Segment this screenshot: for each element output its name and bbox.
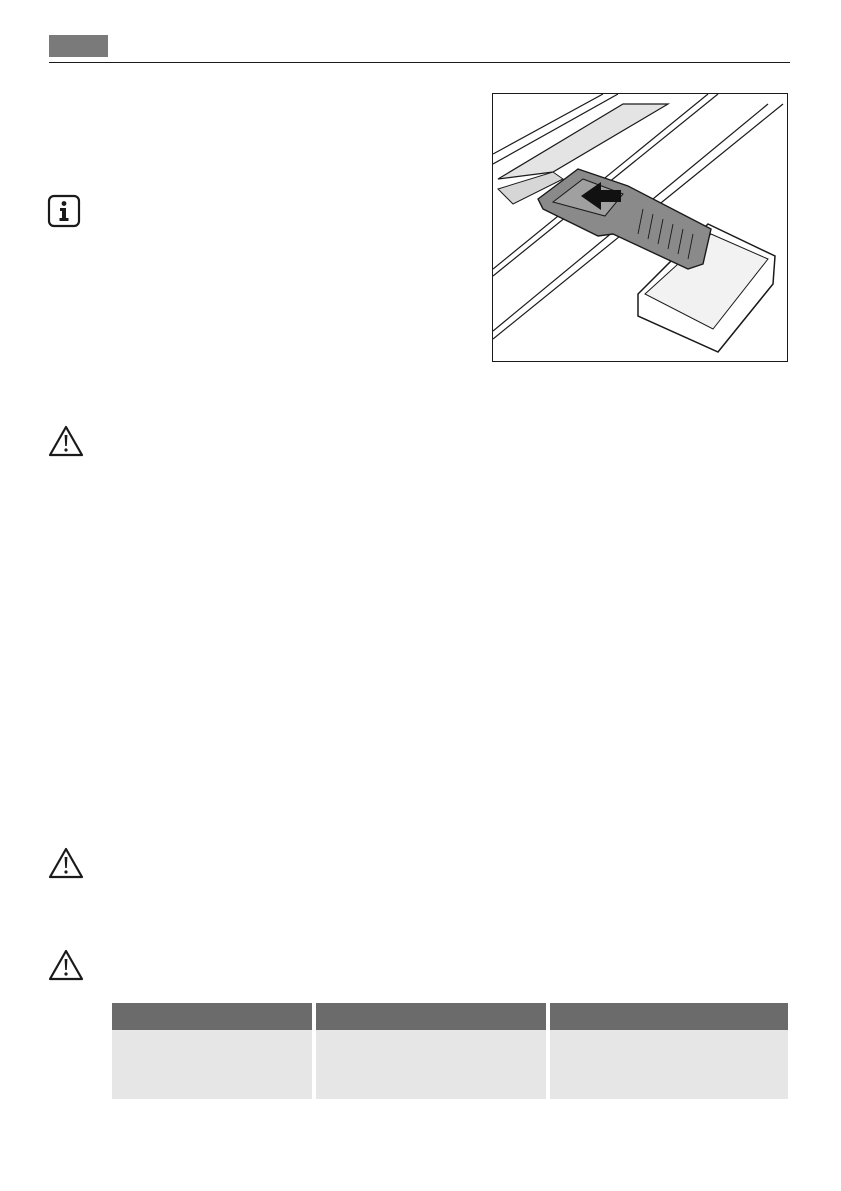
tray-scraper-drawing xyxy=(493,94,788,362)
table-cell xyxy=(112,1030,312,1099)
table-header-row xyxy=(112,1003,788,1030)
table-cell xyxy=(316,1030,546,1099)
table-header-cell xyxy=(316,1003,546,1030)
header-tab xyxy=(49,35,108,57)
figure-illustration xyxy=(492,93,788,362)
warning-triangle-icon xyxy=(47,948,85,982)
table-row xyxy=(112,1030,788,1099)
warning-triangle-icon xyxy=(47,846,85,880)
table-header-cell xyxy=(112,1003,312,1030)
table-cell xyxy=(550,1030,788,1099)
warning-triangle-icon xyxy=(47,424,85,458)
info-icon xyxy=(46,193,82,229)
table-header-cell xyxy=(550,1003,788,1030)
header-rule xyxy=(49,62,790,63)
spec-table xyxy=(108,1003,792,1099)
